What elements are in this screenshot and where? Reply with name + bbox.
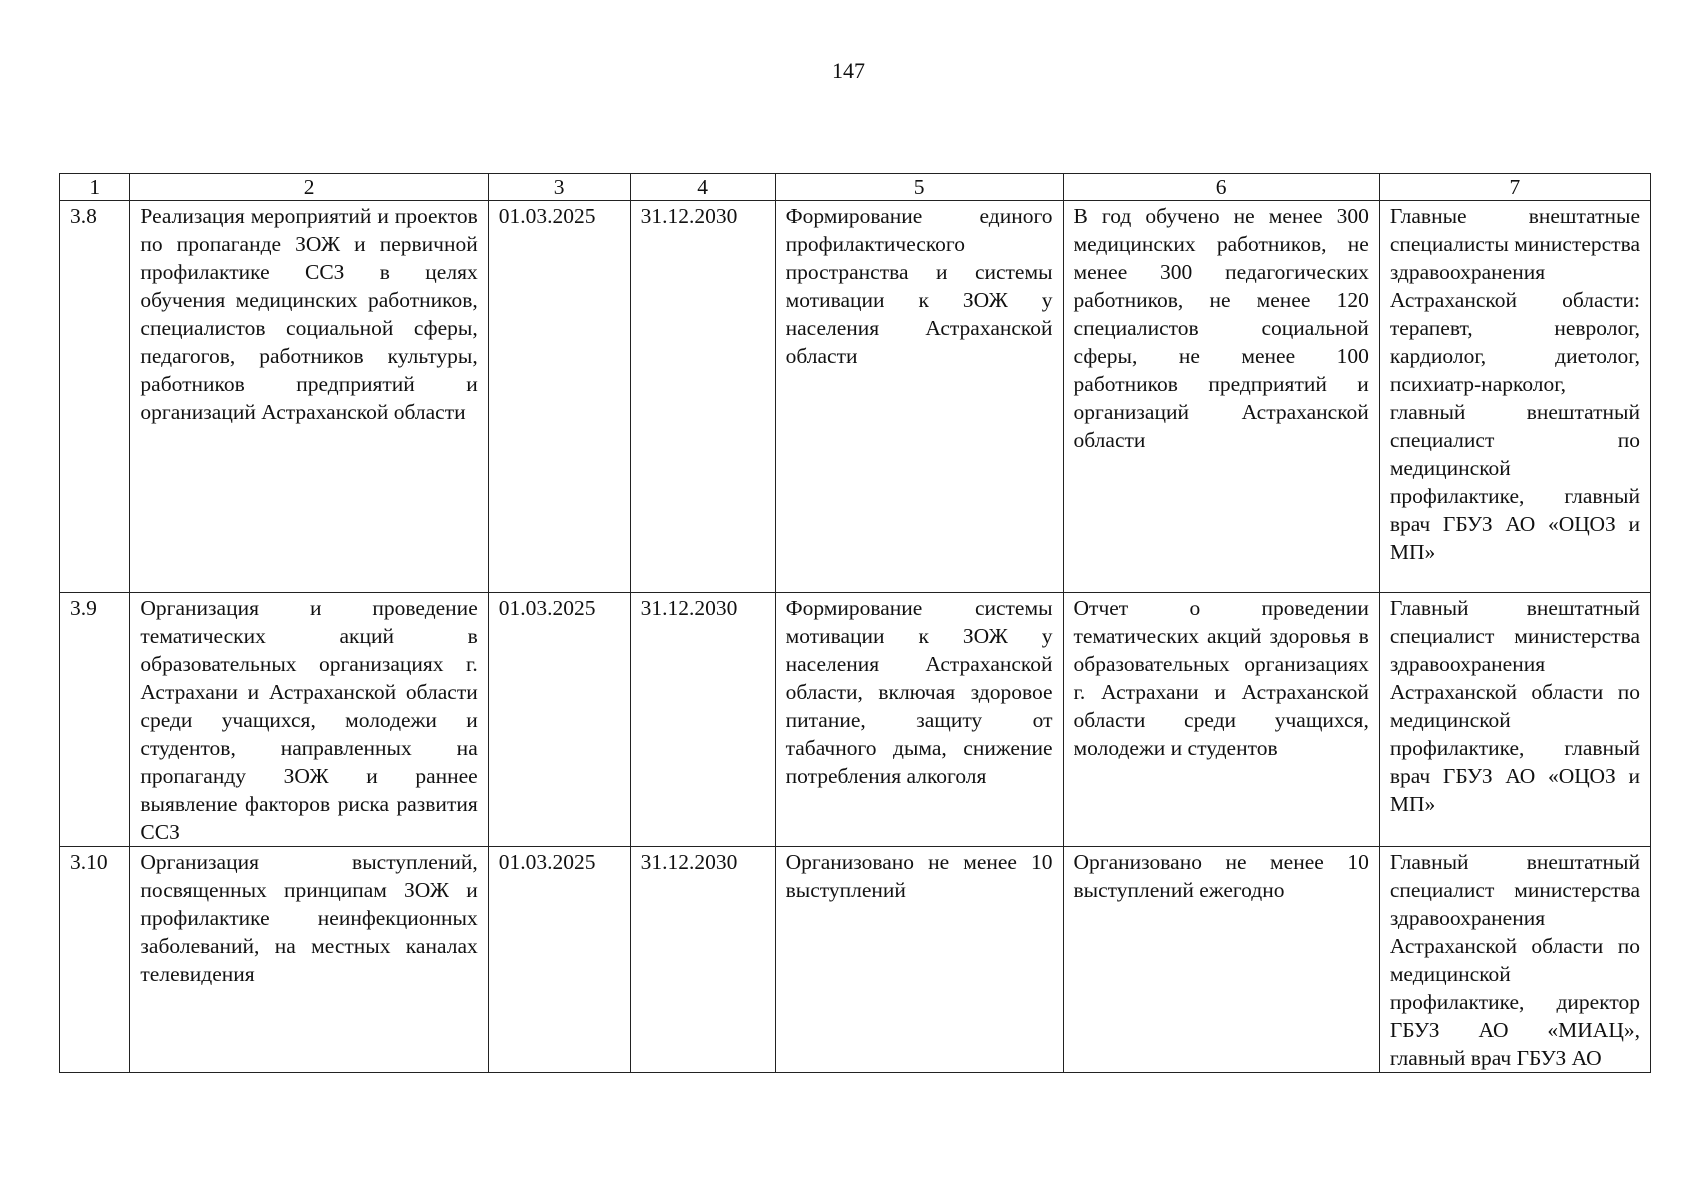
result-cell: Формирование единого профилактического пространства и системы мотивации к ЗОЖ у населения Астраханской области [775, 201, 1063, 593]
page-number: 147 [832, 58, 865, 83]
column-number-4: 4 [630, 174, 775, 201]
start-date-cell: 01.03.2025 [488, 201, 630, 593]
column-number-5: 5 [775, 174, 1063, 201]
end-date-cell: 31.12.2030 [630, 847, 775, 1073]
table-row [60, 201, 1651, 593]
result-cell: Организовано не менее 10 выступлений [775, 847, 1063, 1073]
indicator-cell: Организовано не менее 10 выступлений ежегодно [1063, 847, 1379, 1073]
column-number-row [60, 174, 1651, 201]
activities-table [59, 173, 1651, 1073]
table-row [60, 593, 1651, 847]
start-date-cell: 01.03.2025 [488, 847, 630, 1073]
row-number: 3.9 [60, 593, 130, 847]
responsible-cell: Главный внештатный специалист министерства здравоохранения Астраханской области по медицинской профилактике, директор ГБУЗ АО «МИАЦ», главный врач ГБУЗ АО [1379, 847, 1650, 1073]
table-row [60, 847, 1651, 1073]
activity-cell: Организация и проведение тематических акций в образовательных организациях г. Астрахани и Астраханской области среди учащихся, молодежи и студентов, направленных на пропаганду ЗОЖ и раннее выявление факторов риска развития ССЗ [130, 593, 488, 847]
row-number: 3.10 [60, 847, 130, 1073]
column-number-6: 6 [1063, 174, 1379, 201]
end-date-cell: 31.12.2030 [630, 593, 775, 847]
activity-cell: Реализация мероприятий и проектов по пропаганде ЗОЖ и первичной профилактике ССЗ в целях обучения медицинских работников, специалистов социальной сферы, педагогов, работников культуры, работников предприятий и организаций Астраханской области [130, 201, 488, 593]
column-number-1: 1 [60, 174, 130, 201]
result-cell: Формирование системы мотивации к ЗОЖ у населения Астраханской области, включая здоровое питание, защиту от табачного дыма, снижение потребления алкоголя [775, 593, 1063, 847]
row-number: 3.8 [60, 201, 130, 593]
column-number-7: 7 [1379, 174, 1650, 201]
indicator-cell: В год обучено не менее 300 медицинских работников, не менее 300 педагогических работников, не менее 120 специалистов социальной сферы, не менее 100 работников предприятий и организаций Астраханской области [1063, 201, 1379, 593]
responsible-cell: Главные внештатные специалисты министерства здравоохранения Астраханской области: терапевт, невролог, кардиолог, диетолог, психиатр-нарколог, главный внештатный специалист по медицинской профилактике, главный врач ГБУЗ АО «ОЦОЗ и МП» [1379, 201, 1650, 593]
start-date-cell: 01.03.2025 [488, 593, 630, 847]
column-number-2: 2 [130, 174, 488, 201]
activity-cell: Организация выступлений, посвященных принципам ЗОЖ и профилактике неинфекционных заболеваний, на местных каналах телевидения [130, 847, 488, 1073]
end-date-cell: 31.12.2030 [630, 201, 775, 593]
column-number-3: 3 [488, 174, 630, 201]
indicator-cell: Отчет о проведении тематических акций здоровья в образовательных организациях г. Астрахани и Астраханской области среди учащихся, молодежи и студентов [1063, 593, 1379, 847]
responsible-cell: Главный внештатный специалист министерства здравоохранения Астраханской области по медицинской профилактике, главный врач ГБУЗ АО «ОЦОЗ и МП» [1379, 593, 1650, 847]
